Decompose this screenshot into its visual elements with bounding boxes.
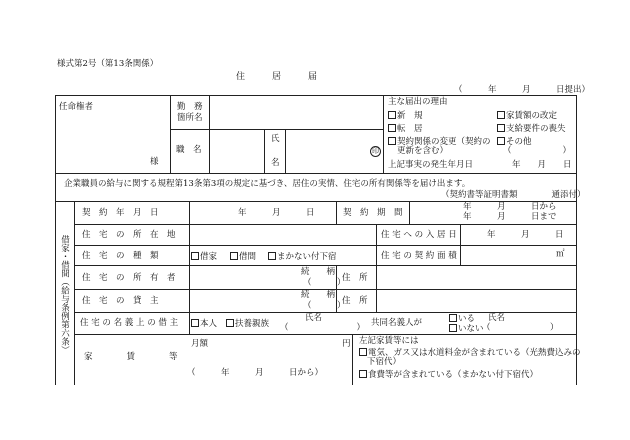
rent-yen: 円 xyxy=(342,339,351,349)
nominee-name-paren: （ ） xyxy=(280,323,366,333)
reason-contract-change[interactable]: 契約関係の変更（契約の xyxy=(388,137,491,147)
co-nominee-name: 氏名 xyxy=(488,313,506,323)
contract-date-value: 年 月 日 xyxy=(238,208,315,218)
rent-label: 家 賃 等 xyxy=(84,352,178,362)
type-option-board[interactable]: まかない付下宿 xyxy=(268,252,337,262)
area-label: 住 宅 の 契 約 面 積 xyxy=(381,251,457,261)
workplace-label-2: 箇所名 xyxy=(177,113,203,123)
move-in-value: 年 月 日 xyxy=(487,230,564,240)
rent-option-utilities[interactable]: 電気、ガス又は水道料金が含まれている（光熱費込みの xyxy=(359,348,581,358)
reason-other-paren: （ ） xyxy=(503,146,572,156)
rent-option-utilities-2: 下宿代） xyxy=(367,357,402,367)
co-nominee-yes[interactable]: いる xyxy=(449,314,475,324)
type-label: 住 宅 の 種 類 xyxy=(82,251,159,261)
reason-new[interactable]: 新 規 xyxy=(388,111,423,121)
form-title: 住 居 届 xyxy=(236,72,321,82)
sama-label: 様 xyxy=(150,157,159,167)
nominee-family[interactable]: 扶養親族 xyxy=(226,319,269,329)
contract-period-label: 契 約 期 間 xyxy=(343,208,403,218)
position-label: 職 名 xyxy=(176,145,202,155)
owner-relation: 続 柄 xyxy=(301,267,336,277)
move-in-label: 住 宅 へ の 入 居 日 xyxy=(381,230,457,240)
reason-loss[interactable]: 支給要件の喪失 xyxy=(497,124,566,134)
nominee-label: 住 宅 の 名 義 上 の 借 主 xyxy=(80,318,179,328)
nominee-name: 氏名 xyxy=(305,313,323,323)
lender-label: 住 宅 の 貸 主 xyxy=(82,296,159,306)
reason-move[interactable]: 転 居 xyxy=(388,124,423,134)
submit-date: （ 年 月 日提出） xyxy=(454,85,591,95)
type-option-house[interactable]: 借家 xyxy=(191,252,217,262)
lender-residence: 住 所 xyxy=(342,296,368,306)
rent-from: （ 年 月 日から） xyxy=(187,368,324,378)
seal-mark: 印 xyxy=(372,147,379,155)
owner-residence: 住 所 xyxy=(342,273,368,283)
lender-relation-paren: （ ） xyxy=(303,301,346,311)
co-nominee-label: 共同名義人が xyxy=(371,318,423,328)
contract-date-label: 契 約 年 月 日 xyxy=(82,208,159,218)
co-nominee-no[interactable]: いない xyxy=(449,324,484,334)
rent-option-meals[interactable]: 食費等が含まれている（まかない付下宿代） xyxy=(359,370,538,380)
side-label: 借家・借間（給与条例第六条） xyxy=(59,235,70,354)
type-option-room[interactable]: 借間 xyxy=(230,252,256,262)
reason-heading: 主な届出の理由 xyxy=(388,97,448,107)
period-from: 年 月 日から xyxy=(463,202,557,212)
event-date-value: 年 月 日 xyxy=(512,160,572,170)
lender-relation: 続 柄 xyxy=(301,290,336,300)
name-label-2: 名 xyxy=(271,158,280,168)
area-unit: ㎡ xyxy=(556,249,565,259)
name-label-1: 氏 xyxy=(271,134,280,144)
reason-other[interactable]: その他 xyxy=(497,137,532,147)
co-nominee-paren: （ ） xyxy=(482,323,559,333)
nominee-self[interactable]: 本人 xyxy=(191,319,217,329)
period-to: 年 月 日まで xyxy=(463,212,557,222)
appointer-label: 任命権者 xyxy=(59,102,94,112)
reason-rent-change[interactable]: 家賃額の改定 xyxy=(497,111,557,121)
event-date-label: 上記事実の発生年月日 xyxy=(388,160,474,170)
owner-label: 住 宅 の 所 有 者 xyxy=(82,273,176,283)
statement: 企業職員の給与に関する規程第13条第3項の規定に基づき、居住の実情、住宅の所有関係等を届け出ます。 xyxy=(64,179,471,189)
reason-contract-change-2: 更新を含む） xyxy=(397,146,449,156)
rent-monthly: 月額 xyxy=(191,339,209,349)
address-label: 住 宅 の 所 在 地 xyxy=(82,230,176,240)
rent-note: 左記家賃等には xyxy=(359,336,419,346)
form-number: 様式第2号（第13条関係） xyxy=(57,59,159,69)
owner-relation-paren: （ ） xyxy=(303,278,346,288)
attachment-note: （契約書等証明書類 通添付） xyxy=(441,190,586,200)
workplace-label-1: 勤 務 xyxy=(177,102,203,112)
